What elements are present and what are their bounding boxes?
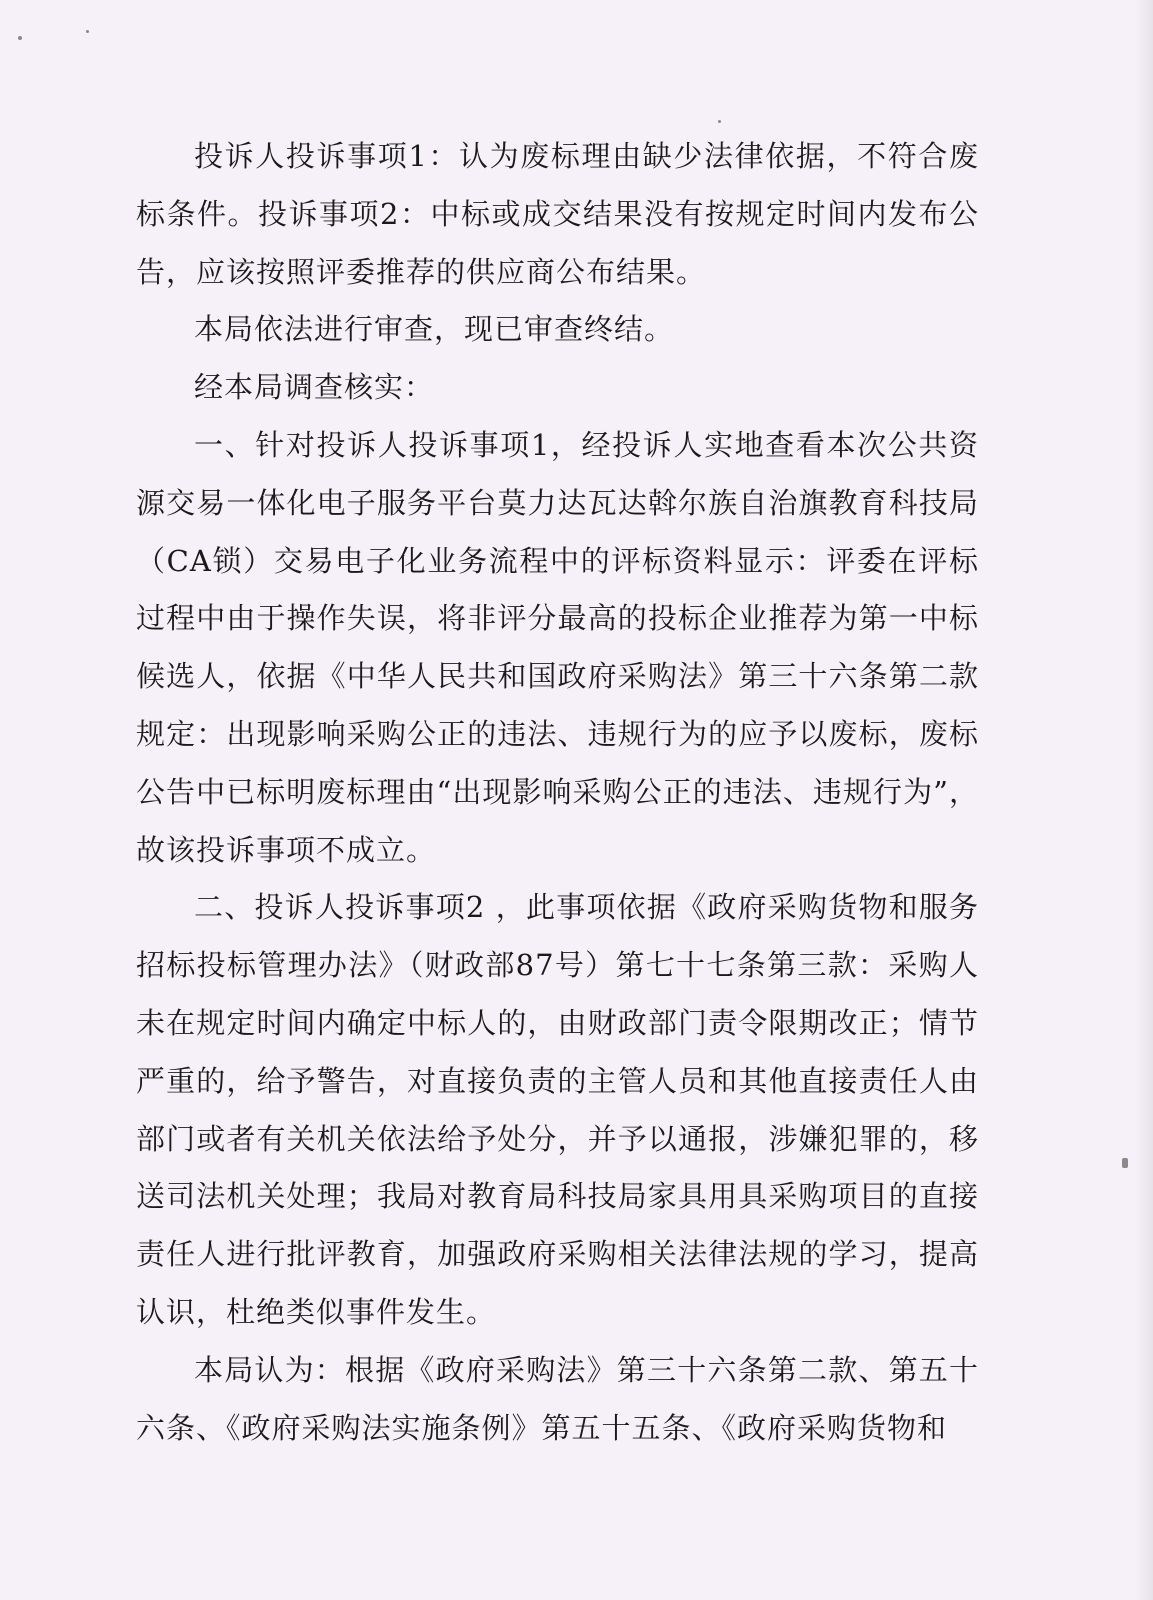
document-body <box>136 128 979 1457</box>
paragraph-finding-two: 二、投诉人投诉事项2 ，此事项依据《政府采购货物和服务招标投标管理办法》（财政部87号）第七十七条第三款：采购人未在规定时间内确定中标人的，由财政部门责令限期改正；情节严重的，给予警告，对直接负责的主管人员和其他直接责任人由部门或者有关机关依法给予处分，并予以通报，涉嫌犯罪的，移送司法机关处理；我局对教育局科技局家具用具采购项目的直接责任人进行批评教育，加强政府采购相关法律法规的学习，提高认识，杜绝类似事件发生。 <box>136 890 979 1329</box>
paragraph-finding-one: 一、针对投诉人投诉事项1，经投诉人实地查看本次公共资源交易一体化电子服务平台莫力达瓦达斡尔族自治旗教育科技局（CA锁）交易电子化业务流程中的评标资料显示：评委在评标过程中由于操作失误，将非评分最高的投标企业推荐为第一中标候选人，依据《中华人民共和国政府采购法》第三十六条第二款规定：出现影响采购公正的违法、违规行为的应予以废标，废标公告中已标明废标理由“出现影响采购公正的违法、违规行为”，故该投诉事项不成立。 <box>136 427 979 867</box>
paragraph-complaint-items: 投诉人投诉事项1：认为废标理由缺少法律依据，不符合废标条件。投诉事项2：中标或成交结果没有按规定时间内发布公告，应该按照评委推荐的供应商公布结果。 <box>136 139 979 289</box>
scan-speck <box>718 120 721 123</box>
paragraph-review-concluded: 本局依法进行审查，现已审查终结。 <box>194 312 675 347</box>
paragraph-bureau-opinion: 本局认为：根据《政府采购法》第三十六条第二款、第五十六条、《政府采购法实施条例》第五十五条、《政府采购货物和 <box>136 1352 979 1445</box>
scan-edge-shadow <box>1135 0 1153 1600</box>
scan-speck <box>18 36 22 40</box>
paragraph-investigation-intro: 经本局调查核实： <box>194 370 435 405</box>
scan-speck <box>1122 1158 1128 1168</box>
scan-speck <box>86 30 89 33</box>
